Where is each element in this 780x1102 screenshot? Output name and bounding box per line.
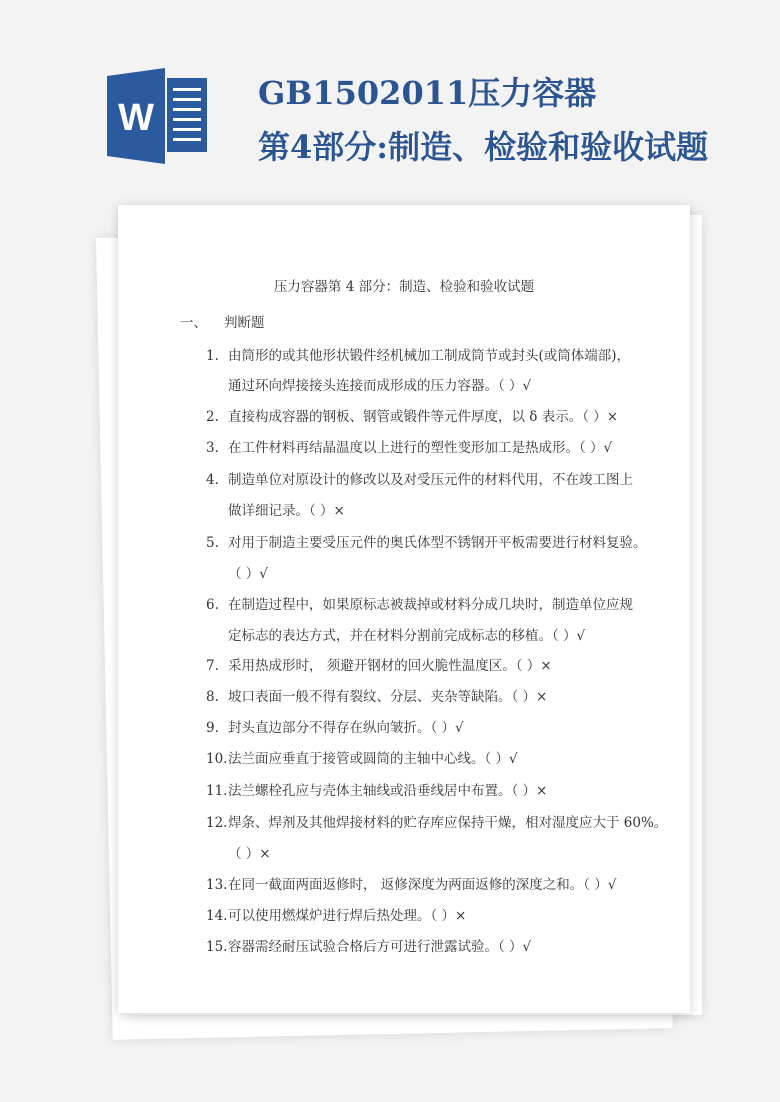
question-text: 坡口表面一般不得有裂纹、分层、夹杂等缺陷。（ ）× bbox=[228, 689, 548, 705]
question-text: 容器需经耐压试验合格后方可进行泄露试验。（ ）√ bbox=[228, 939, 532, 955]
question-item bbox=[206, 747, 518, 767]
word-document-icon bbox=[107, 68, 209, 164]
question-number: 13. bbox=[206, 877, 228, 893]
question-text: 在制造过程中，如果原标志被裁掉或材料分成几块时，制造单位应规 bbox=[228, 597, 633, 613]
question-number: 8. bbox=[206, 689, 219, 705]
question-text: 可以使用燃煤炉进行焊后热处理。（ ）× bbox=[228, 908, 467, 924]
question-item bbox=[206, 811, 668, 862]
question-number: 6. bbox=[206, 597, 219, 613]
question-number: 15. bbox=[206, 939, 228, 955]
headline-title-line1: GB1502011压力容器 bbox=[258, 74, 597, 112]
svg-text:W: W bbox=[118, 97, 154, 139]
question-item bbox=[206, 593, 633, 644]
question-item bbox=[206, 468, 633, 519]
question-text: 制造单位对原设计的修改以及对受压元件的材料代用，不在竣工图上 bbox=[228, 472, 633, 488]
question-text: 采用热成形时， 须避开钢材的回火脆性温度区。（ ）× bbox=[228, 658, 552, 674]
document-title: 压力容器第 4 部分：制造、检验和验收试题 bbox=[273, 279, 535, 295]
question-item bbox=[206, 935, 531, 955]
question-number: 5. bbox=[206, 535, 219, 551]
question-number: 2. bbox=[206, 409, 219, 425]
question-text-cont: 做详细记录。（ ）× bbox=[228, 503, 345, 519]
question-text: 在同一截面两面返修时， 返修深度为两面返修的深度之和。（ ）√ bbox=[228, 877, 617, 893]
section-number: 一、 bbox=[180, 315, 207, 331]
question-text-cont: 定标志的表达方式，并在材料分割前完成标志的移植。（ ）√ bbox=[228, 628, 586, 644]
question-text: 在工件材料再结晶温度以上进行的塑性变形加工是热成形。（ ）√ bbox=[228, 440, 613, 456]
question-number: 9. bbox=[206, 720, 219, 736]
question-text: 封头直边部分不得存在纵向皱折。（ ）√ bbox=[228, 720, 464, 736]
question-item bbox=[206, 654, 552, 674]
section-heading bbox=[180, 311, 265, 331]
question-text: 法兰面应垂直于接管或圆筒的主轴中心线。（ ）√ bbox=[228, 751, 518, 767]
question-text: 由筒形的或其他形状锻件经机械加工制成筒节或封头(或筒体端部)， bbox=[228, 348, 631, 364]
question-number: 10. bbox=[206, 751, 228, 767]
question-item bbox=[206, 405, 618, 425]
question-number: 11. bbox=[206, 783, 228, 799]
question-text-cont: 通过环向焊接接头连接而成形成的压力容器。（ ）√ bbox=[228, 378, 532, 394]
question-item bbox=[206, 779, 547, 799]
question-number: 3. bbox=[206, 440, 219, 456]
document-page bbox=[118, 205, 690, 1013]
question-text: 对用于制造主要受压元件的奥氏体型不锈钢开平板需要进行材料复验。 bbox=[228, 535, 647, 551]
question-item bbox=[206, 436, 612, 456]
question-number: 12. bbox=[206, 815, 228, 831]
question-text-cont: （ ）√ bbox=[228, 566, 268, 582]
question-number: 7. bbox=[206, 658, 219, 674]
question-item bbox=[206, 716, 464, 736]
question-text: 焊条、焊剂及其他焊接材料的贮存库应保持干燥，相对湿度应大于 60%。 bbox=[228, 815, 668, 831]
question-number: 4. bbox=[206, 472, 219, 488]
question-number: 14. bbox=[206, 908, 228, 924]
question-text-cont: （ ）× bbox=[228, 846, 271, 862]
question-text: 法兰螺栓孔应与壳体主轴线或沿垂线居中布置。（ ）× bbox=[228, 783, 548, 799]
headline-title-line2: 第4部分:制造、检验和验收试题 bbox=[258, 128, 709, 166]
question-item bbox=[206, 531, 647, 582]
question-text: 直接构成容器的钢板、钢管或锻件等元件厚度，以 δ 表示。（ ）× bbox=[228, 409, 619, 425]
question-item bbox=[206, 344, 631, 394]
question-item bbox=[206, 685, 547, 705]
question-item bbox=[206, 873, 616, 893]
question-number: 1. bbox=[206, 348, 219, 364]
question-item bbox=[206, 904, 466, 924]
section-title: 判断题 bbox=[224, 315, 265, 331]
